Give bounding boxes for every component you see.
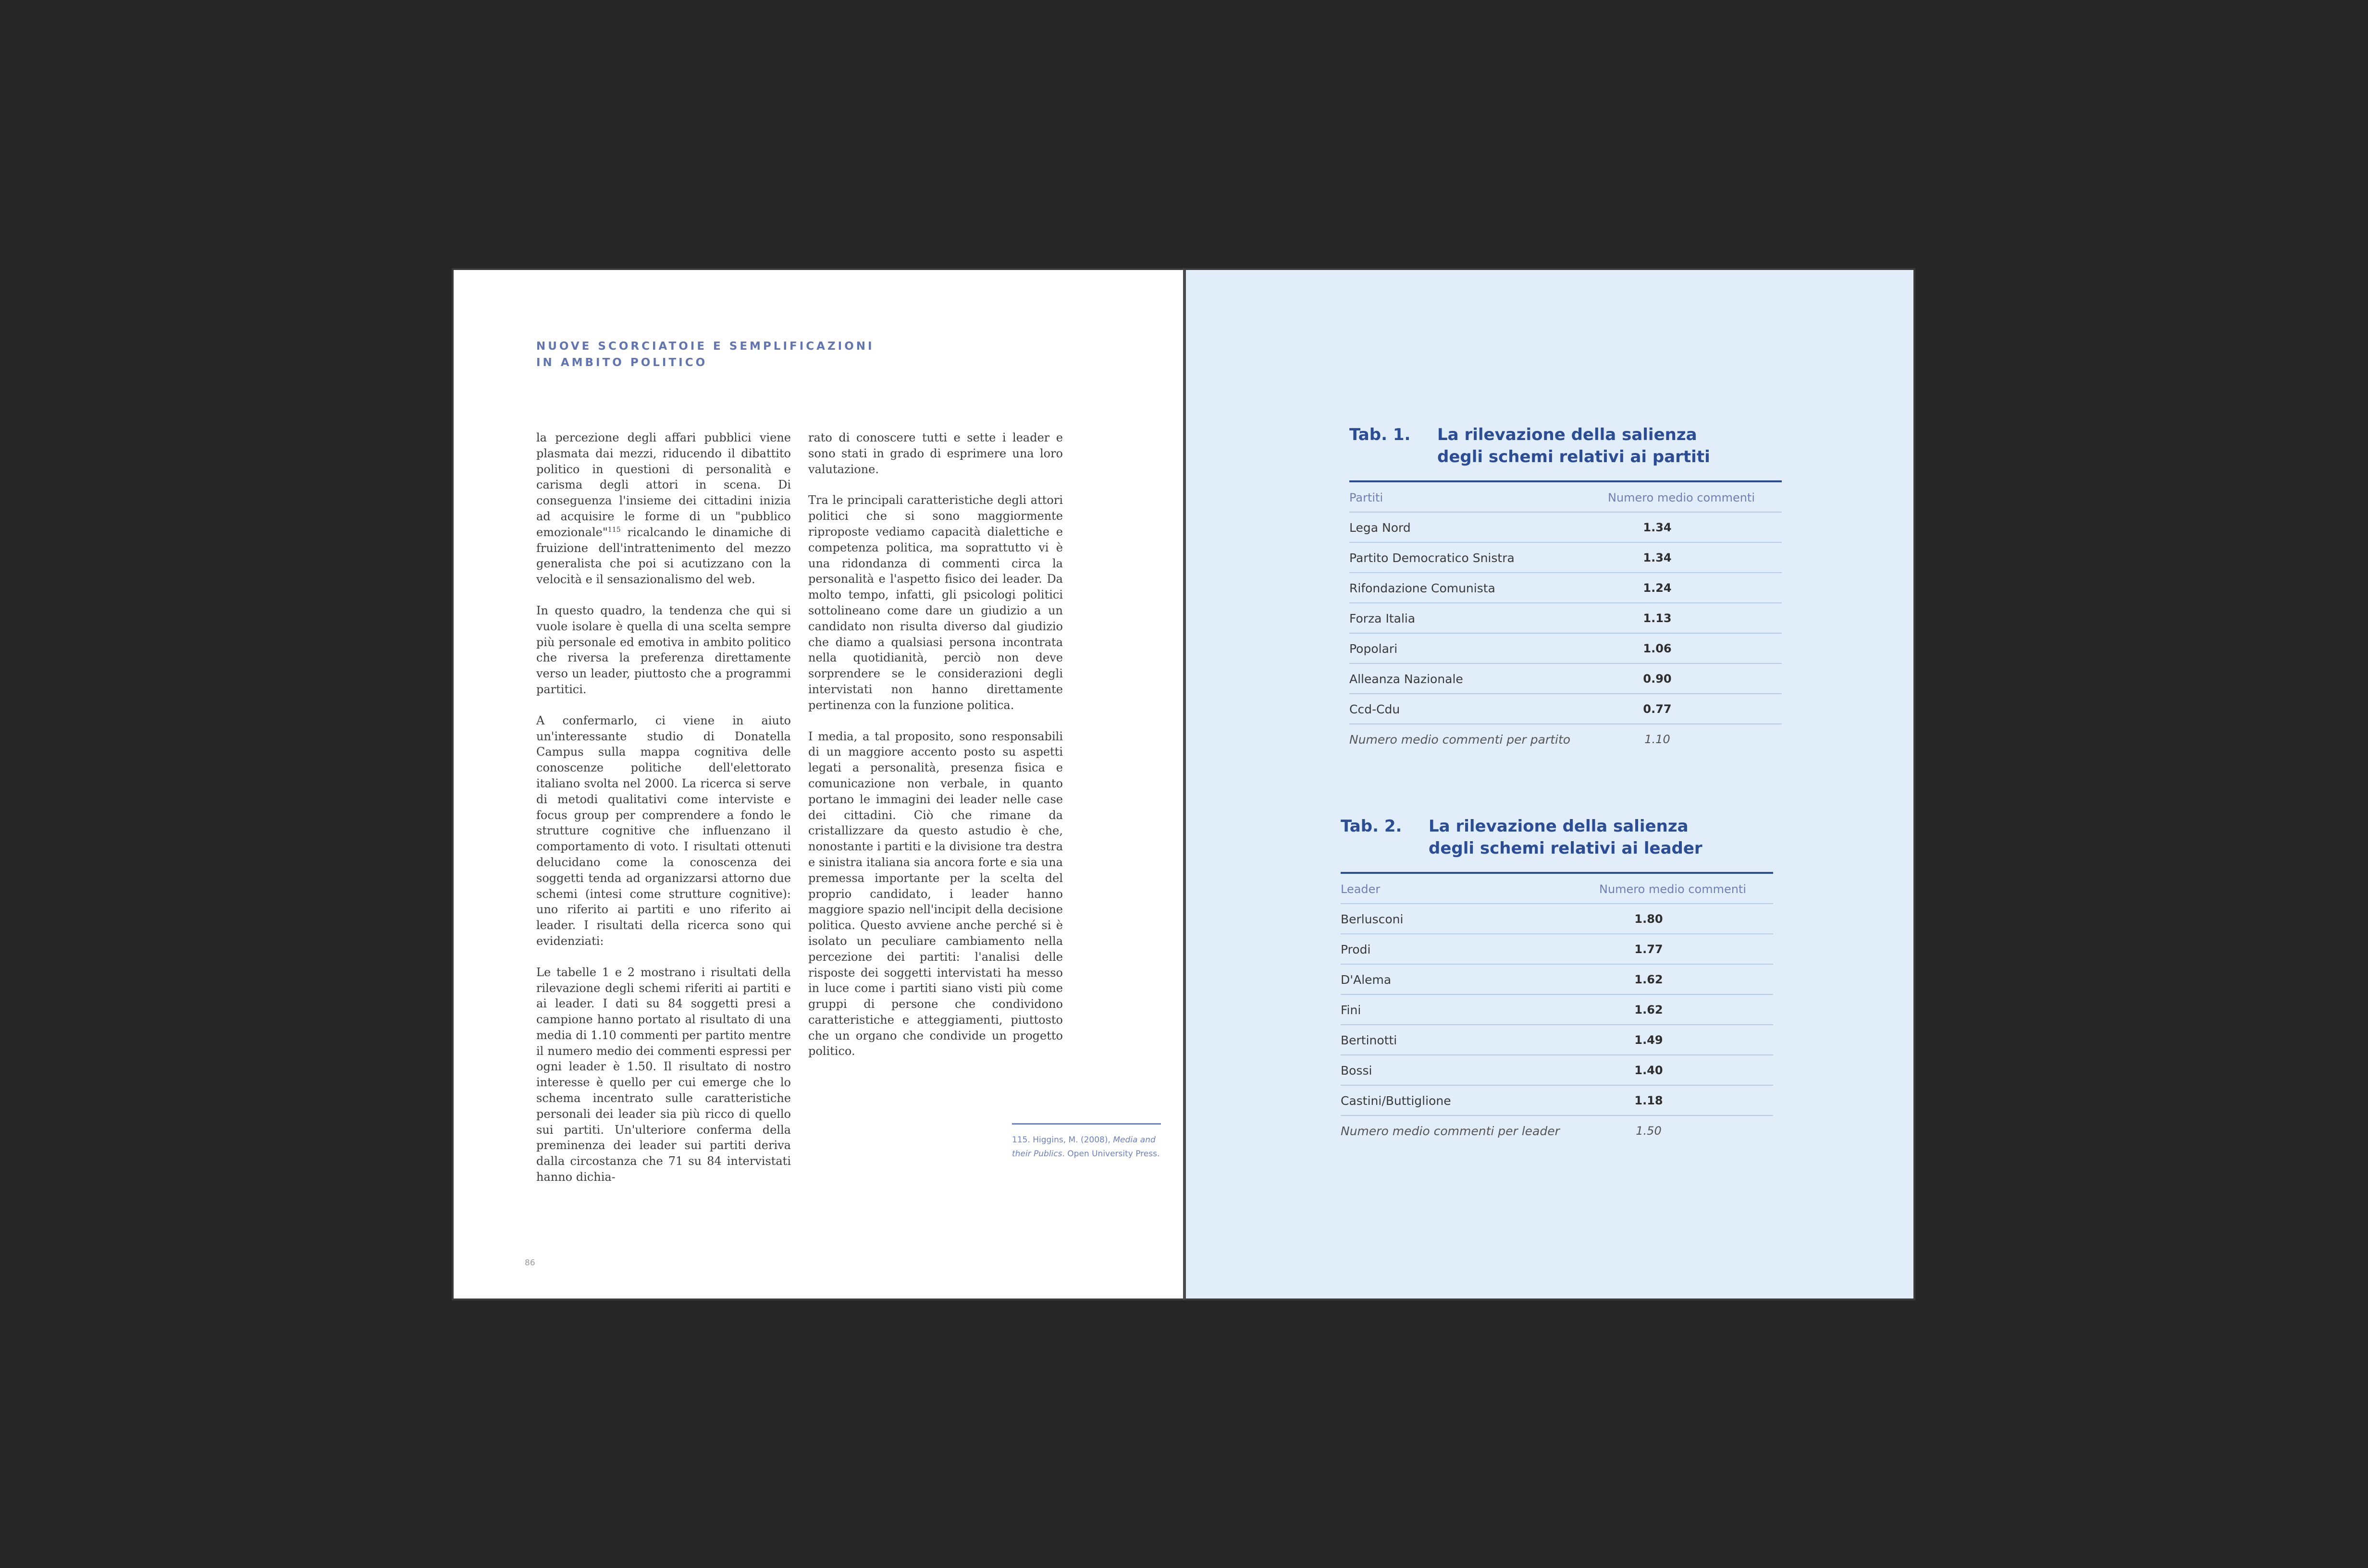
table-row bbox=[1349, 694, 1782, 724]
table-title bbox=[1349, 424, 1782, 472]
table-body bbox=[1349, 480, 1782, 755]
row-name: D'Alema bbox=[1341, 973, 1392, 987]
row-name: Fini bbox=[1341, 1003, 1361, 1017]
row-name: Lega Nord bbox=[1349, 521, 1411, 535]
row-value: 1.34 bbox=[1643, 521, 1672, 534]
row-name: Castini/Buttiglione bbox=[1341, 1094, 1451, 1108]
footnote bbox=[1012, 1123, 1161, 1161]
table-row bbox=[1341, 1025, 1773, 1055]
right-page bbox=[1183, 268, 1915, 1300]
table-number: Tab. 1. bbox=[1349, 425, 1411, 444]
paragraph: rato di conoscere tutti e sette i leader e sono stati in grado di esprimere una loro valutazione. bbox=[808, 431, 1063, 476]
average-value: 1.10 bbox=[1644, 733, 1670, 746]
table-row bbox=[1349, 603, 1782, 634]
row-name: Rifondazione Comunista bbox=[1349, 581, 1495, 595]
table-row bbox=[1341, 995, 1773, 1025]
table-title bbox=[1341, 815, 1773, 863]
table-row bbox=[1349, 513, 1782, 543]
row-value: 1.06 bbox=[1643, 642, 1672, 655]
table-row bbox=[1349, 543, 1782, 573]
row-value: 1.49 bbox=[1634, 1033, 1663, 1047]
row-name: Alleanza Nazionale bbox=[1349, 672, 1463, 686]
table-heading-line-1: La rilevazione della salienza bbox=[1429, 817, 1689, 836]
row-value: 1.40 bbox=[1634, 1064, 1663, 1077]
text-column-1 bbox=[536, 430, 791, 1200]
paragraph: In questo quadro, la tendenza che qui si vuole isolare è quella di una scelta sempre più personale ed emotiva in ambito politico che riversa la preferenza direttamente verso un leader, piuttosto che a programmi partitici. bbox=[536, 603, 791, 696]
footnote-title: Media and their Publics bbox=[1012, 1135, 1156, 1159]
footnote-prefix: 115. Higgins, M. (2008), bbox=[1012, 1135, 1113, 1145]
table-row bbox=[1349, 634, 1782, 664]
footnote-suffix: . Open University Press. bbox=[1062, 1149, 1160, 1159]
table-header-row bbox=[1341, 874, 1773, 904]
column-header-value: Numero medio commenti bbox=[1599, 882, 1747, 896]
table-body bbox=[1341, 872, 1773, 1146]
paragraph bbox=[536, 430, 791, 588]
table-heading bbox=[1429, 815, 1773, 859]
row-name: Berlusconi bbox=[1341, 912, 1404, 926]
running-head-line-2: IN AMBITO POLITICO bbox=[536, 356, 708, 369]
table-row bbox=[1341, 1055, 1773, 1086]
paragraph: I media, a tal proposito, sono responsabili di un maggiore accento posto su aspetti legati a personalità, presenza fisica e comunicazione non verbale, in quanto portano le immagini dei leader nelle case dei cittadini. Ciò che rimane da cristallizzare da questo astudio è che, nonostante i partiti e la divisione tra destra e sinistra italiana sia ancora forte e sia una premessa importante per la scelta del proprio candidato, i leader hanno maggiore spazio nell'incipit della decisione politica. Questo avviene anche perché si è isolato un peculiare cambiamento nella percezione dei partiti: l'analisi delle risposte dei soggetti intervistati ha messo in luce come i partiti siano visti più come gruppi di persone che condividono caratteristiche e atteggiamenti, piuttosto che un organo che condivide un progetto politico. bbox=[808, 729, 1063, 1058]
column-header-value: Numero medio commenti bbox=[1608, 491, 1755, 504]
table-heading-line-1: La rilevazione della salienza bbox=[1437, 425, 1697, 444]
average-label: Numero medio commenti per leader bbox=[1341, 1124, 1560, 1138]
table-average-row bbox=[1349, 724, 1782, 755]
row-value: 1.62 bbox=[1634, 973, 1663, 986]
row-name: Popolari bbox=[1349, 642, 1398, 656]
column-header-name: Leader bbox=[1341, 882, 1381, 896]
row-name: Partito Democratico Snistra bbox=[1349, 551, 1515, 565]
table-heading bbox=[1437, 424, 1782, 468]
left-page bbox=[452, 268, 1183, 1300]
table-2 bbox=[1341, 815, 1773, 1146]
row-value: 1.77 bbox=[1634, 943, 1663, 956]
table-average-row bbox=[1341, 1116, 1773, 1146]
row-value: 0.90 bbox=[1643, 672, 1672, 686]
average-value: 1.50 bbox=[1636, 1124, 1662, 1138]
row-name: Prodi bbox=[1341, 943, 1371, 956]
row-name: Bossi bbox=[1341, 1064, 1372, 1078]
book-spread bbox=[452, 268, 1915, 1300]
text-column-2 bbox=[808, 430, 1063, 1075]
table-row bbox=[1341, 965, 1773, 995]
row-name: Forza Italia bbox=[1349, 612, 1416, 625]
row-name: Ccd-Cdu bbox=[1349, 702, 1400, 716]
row-name: Bertinotti bbox=[1341, 1033, 1397, 1047]
average-label: Numero medio commenti per partito bbox=[1349, 733, 1571, 747]
row-value: 1.34 bbox=[1643, 551, 1672, 564]
table-row bbox=[1349, 573, 1782, 603]
page-number: 86 bbox=[525, 1258, 535, 1268]
row-value: 1.62 bbox=[1634, 1003, 1663, 1017]
row-value: 1.80 bbox=[1634, 912, 1663, 926]
table-row bbox=[1341, 904, 1773, 934]
table-1 bbox=[1349, 424, 1782, 755]
row-value: 0.77 bbox=[1643, 702, 1672, 716]
table-row bbox=[1341, 934, 1773, 965]
table-heading-line-2: degli schemi relativi ai partiti bbox=[1437, 447, 1710, 466]
row-value: 1.13 bbox=[1643, 612, 1672, 625]
paragraph: Tra le principali caratteristiche degli attori politici che si sono maggiormente riproposte vediamo capacità dialettiche e competenza politica, ma soprattutto vi è una ridondanza di commenti circa la personalità e l'aspetto fisico dei leader. Da molto tempo, infatti, gli psicologi politici sottolineano come dare un giudizio a un candidato non risulta diverso dal giudizio che diamo a qualsiasi persona incontrata nella quotidianità, perciò non deve sorprendere se le considerazioni degli intervistati non hanno direttamente pertinenza con la funzione politica. bbox=[808, 493, 1063, 712]
table-heading-line-2: degli schemi relativi ai leader bbox=[1429, 839, 1702, 858]
table-header-row bbox=[1349, 482, 1782, 513]
table-row bbox=[1341, 1086, 1773, 1116]
footnote-reference: 115 bbox=[607, 526, 621, 534]
running-head bbox=[536, 338, 875, 371]
row-value: 1.18 bbox=[1634, 1094, 1663, 1107]
table-number: Tab. 2. bbox=[1341, 817, 1402, 836]
paragraph-text: la percezione degli affari pubblici viene plasmata dai mezzi, riducendo il dibattito politico in questioni di personalità e carisma degli attori in scena. Di conseguenza l'insieme dei cittadini inizia ad acquisire le forme di un "pubblico emozionale" bbox=[536, 431, 791, 539]
paragraph: Le tabelle 1 e 2 mostrano i risultati della rilevazione degli schemi riferiti ai partiti e ai leader. I dati su 84 soggetti presi a campione hanno portato al risultato di una media di 1.10 commenti per partito mentre il numero medio dei commenti espressi per ogni leader è 1.50. Il risultato di nostro interesse è quello per cui emerge che lo schema incentrato sulle caratteristiche personali dei leader sia più ricco di quello sui partiti. Un'ulteriore conferma della preminenza dei leader sui partiti deriva dalla circostanza che 71 su 84 intervistati hanno dichia- bbox=[536, 965, 791, 1184]
table-row bbox=[1349, 664, 1782, 694]
column-header-name: Partiti bbox=[1349, 491, 1383, 504]
running-head-line-1: NUOVE SCORCIATOIE E SEMPLIFICAZIONI bbox=[536, 340, 875, 353]
paragraph: A confermarlo, ci viene in aiuto un'interessante studio di Donatella Campus sulla mappa cognitiva delle conoscenze politiche dell'elettorato italiano svolta nel 2000. La ricerca si serve di metodi qualitativi come interviste e focus group per comprendere a fondo le strutture cognitive che influenzano il comportamento di voto. I risultati ottenuti delucidano come la conoscenza dei soggetti tenda ad organizzarsi attorno due schemi (intesi come strutture cognitive): uno riferito ai partiti e uno riferito ai leader. I risultati della ricerca sono qui evidenziati: bbox=[536, 713, 791, 948]
row-value: 1.24 bbox=[1643, 581, 1672, 595]
paragraph-text-tail: ricalcando le dinamiche di fruizione dell'intrattenimento del mezzo generalista che poi si acutizzano con la velocità e il sensazionalismo del web. bbox=[536, 525, 791, 587]
